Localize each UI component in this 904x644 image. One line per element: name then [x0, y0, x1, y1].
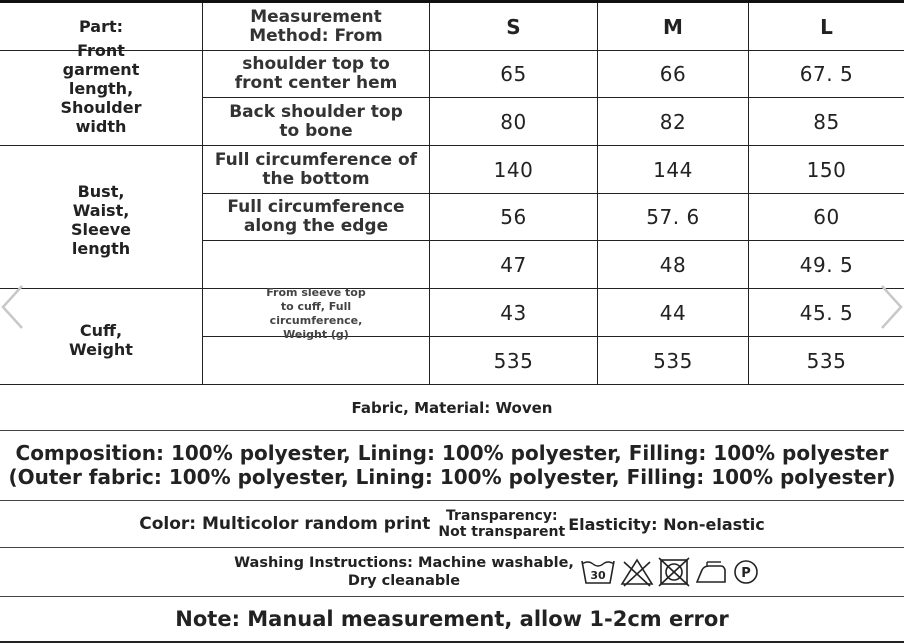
size-header-m: M: [663, 15, 683, 39]
iron-icon: [694, 557, 728, 587]
method-header: Measurement Method: From: [249, 7, 383, 46]
transparency-label: Transparency:: [446, 508, 558, 524]
dry-clean-p-icon: [732, 557, 760, 587]
washing-line-1: Washing Instructions: Machine washable,: [234, 555, 574, 571]
value-cell: 44: [659, 300, 687, 325]
bottom-border: [0, 641, 904, 643]
note-info: Note: Manual measurement, allow 1-2cm error: [175, 607, 729, 631]
value-cell: 60: [813, 205, 840, 229]
no-bleach-icon: [620, 557, 654, 587]
no-tumble-dry-icon: [658, 557, 690, 587]
part-label-front-shoulder: Front garment length, Shoulder width: [60, 40, 142, 136]
value-cell: 150: [806, 157, 847, 182]
washing-line-2: Dry cleanable: [347, 573, 461, 589]
value-cell: 67. 5: [799, 62, 854, 86]
method-row-5: [203, 241, 429, 288]
value-cell: 535: [806, 348, 847, 373]
washing-row: [0, 548, 904, 596]
value-cell: 57. 6: [646, 205, 700, 229]
composition-info: [0, 431, 904, 499]
size-header-s: S: [506, 15, 521, 39]
method-row-4: Full circumference along the edge: [227, 197, 405, 236]
part-label-cuff-weight: Cuff, Weight: [69, 321, 133, 359]
part-label-bust-waist-sleeve: Bust, Waist, Sleeve length: [71, 182, 131, 258]
value-cell: 65: [500, 62, 527, 86]
method-row-1: shoulder top to front center hem: [234, 54, 398, 93]
transparency-info: [438, 508, 565, 540]
value-cell: 45. 5: [799, 300, 854, 325]
method-row-2: Back shoulder top to bone: [229, 101, 403, 141]
machine-wash-30-icon: [580, 557, 616, 587]
value-cell: 535: [653, 348, 693, 373]
part-header: Part:: [78, 16, 124, 36]
value-cell: 535: [493, 348, 534, 373]
value-cell: 47: [500, 252, 527, 277]
value-cell: 85: [813, 109, 840, 134]
value-cell: 82: [659, 109, 687, 134]
value-cell: 140: [493, 157, 534, 182]
value-cell: 56: [500, 205, 527, 229]
method-row-6: From sleeve top to cuff, Full circumference, Weight (g): [266, 286, 366, 341]
composition-line-1: Composition: 100% polyester, Lining: 100% polyester, Filling: 100% polyester: [15, 441, 889, 465]
fabric-info: Fabric, Material: Woven: [351, 398, 553, 417]
properties-row: [0, 501, 904, 547]
value-cell: 80: [500, 109, 527, 134]
composition-line-2: (Outer fabric: 100% polyester, Lining: 100% polyester, Filling: 100% polyester): [8, 465, 896, 489]
care-symbols: [580, 557, 760, 587]
method-row-7: [203, 337, 429, 384]
value-cell: 43: [500, 300, 527, 325]
color-info: Color: Multicolor random print: [139, 514, 431, 534]
chevron-left-icon[interactable]: [0, 284, 24, 330]
elasticity-info: Elasticity: Non-elastic: [568, 514, 765, 534]
value-cell: 144: [653, 157, 693, 182]
value-cell: 49. 5: [799, 252, 854, 277]
washing-info: [234, 554, 574, 590]
top-border: [0, 0, 904, 3]
value-cell: 48: [659, 252, 687, 277]
wash-temp-label: 30: [590, 569, 606, 582]
transparency-value: Not transparent: [438, 524, 566, 540]
value-cell: 66: [659, 62, 687, 86]
method-row-3: Full circumference of the bottom: [214, 149, 418, 189]
size-header-l: L: [820, 15, 833, 39]
dry-clean-letter: P: [741, 566, 751, 581]
chevron-right-icon[interactable]: [880, 284, 904, 330]
